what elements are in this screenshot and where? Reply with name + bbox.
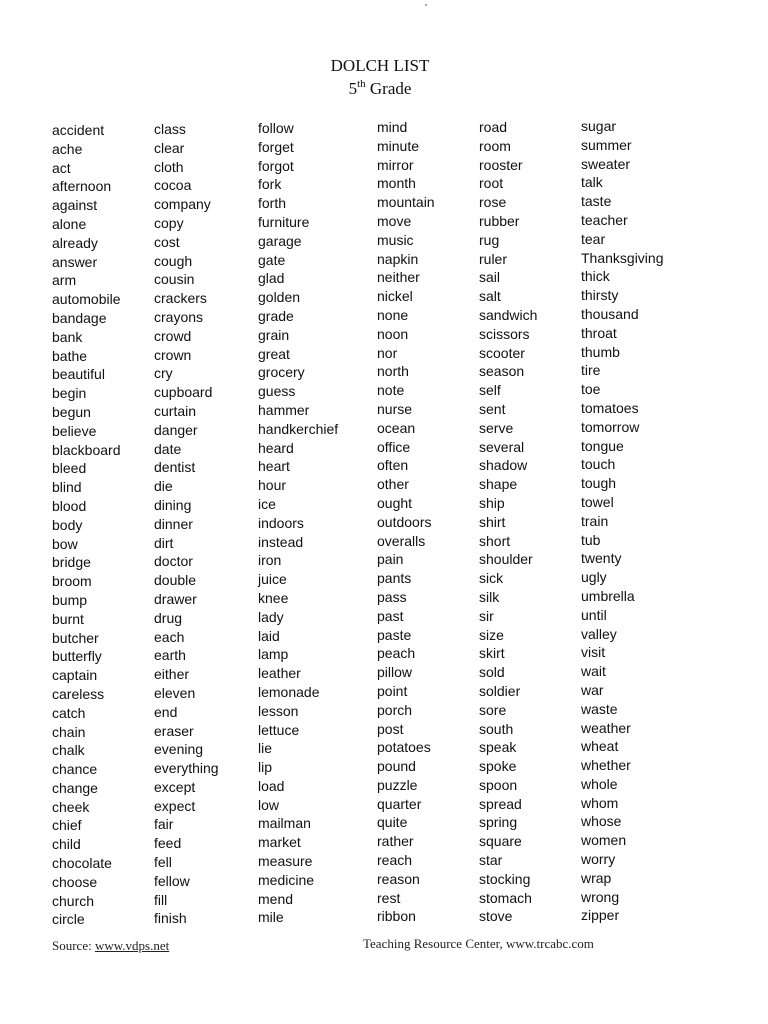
word-item: everything: [154, 760, 219, 777]
word-item: believe: [52, 422, 97, 439]
word-item: rubber: [479, 212, 520, 229]
word-item: twenty: [581, 550, 622, 567]
word-item: pants: [377, 570, 412, 587]
word-item: valley: [581, 625, 617, 642]
word-item: blood: [52, 497, 87, 514]
word-item: talk: [581, 174, 603, 191]
word-item: forth: [258, 195, 287, 212]
word-item: great: [258, 345, 290, 362]
word-item: season: [479, 363, 525, 380]
word-item: mirror: [377, 156, 414, 173]
word-item: ought: [377, 494, 413, 511]
word-item: ship: [479, 494, 505, 511]
word-item: already: [52, 234, 98, 251]
word-item: drug: [154, 609, 183, 626]
word-item: women: [581, 832, 627, 849]
word-item: begin: [52, 385, 87, 402]
word-item: pass: [377, 588, 407, 605]
word-item: tire: [581, 362, 601, 379]
word-item: spread: [479, 795, 522, 812]
word-item: reach: [377, 852, 413, 869]
word-item: dirt: [154, 534, 174, 551]
word-item: hammer: [258, 401, 310, 418]
word-item: zipper: [581, 907, 620, 924]
word-item: grocery: [258, 364, 305, 381]
word-item: end: [154, 703, 178, 720]
word-item: act: [52, 159, 71, 176]
word-item: either: [154, 666, 190, 683]
word-item: grain: [258, 326, 290, 343]
word-item: die: [154, 478, 173, 495]
word-item: mile: [258, 909, 284, 926]
word-column-3: [258, 119, 383, 927]
word-item: mailman: [258, 815, 311, 832]
word-item: room: [479, 137, 511, 154]
word-item: garage: [258, 232, 302, 249]
word-item: wrap: [581, 869, 612, 886]
word-item: Thanksgiving: [581, 249, 664, 266]
word-item: train: [581, 512, 609, 529]
word-item: stove: [479, 908, 513, 925]
word-item: clear: [154, 139, 185, 156]
word-item: pain: [377, 551, 404, 568]
word-item: several: [479, 438, 525, 455]
word-item: circle: [52, 911, 85, 928]
word-item: post: [377, 720, 404, 737]
word-item: thumb: [581, 343, 620, 360]
word-item: bow: [52, 535, 78, 552]
word-item: tongue: [581, 437, 624, 454]
word-item: choose: [52, 873, 98, 890]
word-item: self: [479, 382, 501, 399]
word-item: scissors: [479, 325, 530, 342]
word-item: office: [377, 438, 411, 455]
word-item: sail: [479, 269, 501, 286]
word-item: quarter: [377, 795, 422, 812]
word-item: root: [479, 175, 504, 192]
word-item: note: [377, 382, 405, 399]
word-item: lie: [258, 740, 273, 757]
word-item: silk: [479, 588, 500, 605]
word-item: nurse: [377, 400, 413, 417]
word-item: medicine: [258, 871, 315, 888]
word-item: doctor: [154, 553, 193, 570]
word-item: low: [258, 796, 280, 813]
word-item: company: [154, 196, 211, 213]
word-item: outdoors: [377, 513, 432, 530]
word-item: napkin: [377, 250, 419, 267]
word-item: neither: [377, 269, 420, 286]
word-item: load: [258, 777, 285, 794]
word-item: fork: [258, 176, 282, 193]
word-item: rest: [377, 889, 401, 906]
word-item: pound: [377, 758, 416, 775]
word-item: sick: [479, 570, 504, 587]
word-item: none: [377, 306, 409, 323]
word-item: rose: [479, 194, 507, 211]
word-item: rather: [377, 833, 414, 850]
word-item: ugly: [581, 569, 607, 586]
word-item: south: [479, 720, 514, 737]
word-item: spoke: [479, 758, 517, 775]
word-item: eraser: [154, 722, 194, 739]
word-item: class: [154, 121, 186, 137]
word-item: change: [52, 779, 98, 796]
grade-number: 5: [348, 79, 358, 98]
word-item: follow: [258, 120, 294, 136]
word-item: until: [581, 606, 607, 623]
word-item: lemonade: [258, 683, 320, 700]
word-item: answer: [52, 253, 98, 270]
word-item: past: [377, 607, 404, 624]
word-item: butcher: [52, 629, 99, 646]
word-item: wheat: [581, 738, 619, 755]
word-item: lip: [258, 759, 273, 776]
word-item: cost: [154, 233, 180, 250]
word-item: spring: [479, 814, 518, 831]
word-item: sir: [479, 607, 494, 624]
word-item: instead: [258, 533, 304, 550]
word-item: dinner: [154, 515, 193, 532]
word-item: short: [479, 532, 511, 549]
word-item: forgot: [258, 157, 294, 174]
word-item: tomatoes: [581, 399, 639, 416]
word-item: sent: [479, 400, 506, 417]
word-item: against: [52, 197, 98, 214]
word-item: pillow: [377, 664, 413, 681]
word-item: cupboard: [154, 384, 213, 401]
word-item: curtain: [154, 402, 197, 419]
word-item: copy: [154, 214, 184, 231]
word-item: chief: [52, 817, 82, 834]
word-item: summer: [581, 136, 632, 153]
word-item: dentist: [154, 459, 196, 476]
word-item: music: [377, 231, 414, 248]
word-item: golden: [258, 289, 301, 306]
word-item: market: [258, 834, 301, 851]
word-item: bank: [52, 328, 83, 345]
word-item: weather: [581, 719, 631, 736]
word-item: cheek: [52, 798, 90, 815]
word-item: whom: [581, 794, 619, 811]
word-item: visit: [581, 644, 606, 661]
word-item: sweater: [581, 155, 631, 172]
word-item: broom: [52, 573, 92, 590]
grade-suffix: th: [357, 78, 366, 90]
word-item: thick: [581, 268, 610, 285]
page-subtitle: [0, 79, 760, 99]
word-item: crown: [154, 346, 192, 363]
word-item: earth: [154, 647, 186, 664]
word-item: scooter: [479, 344, 525, 361]
word-item: alone: [52, 215, 87, 232]
word-item: captain: [52, 667, 98, 684]
word-item: wait: [581, 663, 606, 680]
word-item: eleven: [154, 684, 196, 701]
word-item: reason: [377, 870, 420, 887]
word-item: taste: [581, 193, 612, 210]
word-item: overalls: [377, 532, 426, 549]
word-item: wrong: [581, 888, 620, 905]
word-item: blackboard: [52, 441, 121, 458]
word-item: sold: [479, 664, 505, 681]
word-item: tough: [581, 475, 617, 492]
word-item: point: [377, 682, 408, 699]
word-item: towel: [581, 493, 614, 510]
word-item: rug: [479, 231, 500, 248]
word-item: fair: [154, 816, 174, 833]
word-item: indoors: [258, 514, 304, 531]
word-item: skirt: [479, 645, 505, 662]
word-item: stomach: [479, 889, 532, 906]
word-item: dining: [154, 496, 192, 513]
word-item: war: [581, 681, 604, 698]
word-item: guess: [258, 383, 296, 400]
word-item: sugar: [581, 118, 617, 134]
word-item: mountain: [377, 194, 435, 211]
word-item: furniture: [258, 213, 310, 230]
word-item: toe: [581, 381, 601, 398]
word-item: feed: [154, 835, 182, 852]
word-item: thirsty: [581, 287, 619, 304]
word-item: touch: [581, 456, 616, 473]
word-item: puzzle: [377, 776, 418, 793]
scan-speck: [425, 4, 427, 6]
word-item: road: [479, 119, 508, 135]
word-item: nor: [377, 344, 398, 361]
word-item: porch: [377, 701, 413, 718]
word-item: butterfly: [52, 648, 102, 665]
word-item: crowd: [154, 327, 192, 344]
word-item: gate: [258, 251, 286, 268]
word-item: sore: [479, 701, 507, 718]
word-item: nickel: [377, 288, 413, 305]
word-item: catch: [52, 704, 86, 721]
word-item: date: [154, 440, 182, 457]
word-item: other: [377, 476, 409, 493]
word-item: paste: [377, 626, 412, 643]
word-item: iron: [258, 552, 282, 569]
word-item: chain: [52, 723, 86, 740]
word-item: cry: [154, 365, 173, 382]
word-item: laid: [258, 627, 280, 644]
word-item: ice: [258, 495, 276, 512]
word-item: fill: [154, 891, 168, 908]
word-item: chocolate: [52, 855, 112, 872]
word-item: cocoa: [154, 177, 192, 194]
word-item: bridge: [52, 554, 91, 571]
word-item: spoon: [479, 776, 518, 793]
word-item: leather: [258, 665, 301, 682]
word-item: star: [479, 852, 503, 869]
word-item: church: [52, 892, 95, 909]
word-item: square: [479, 833, 522, 850]
word-item: bandage: [52, 309, 107, 326]
word-item: handkerchief: [258, 420, 339, 437]
word-item: speak: [479, 739, 517, 756]
word-item: evening: [154, 741, 204, 758]
source-line: [52, 938, 169, 954]
word-item: tub: [581, 531, 601, 548]
word-item: teacher: [581, 211, 628, 228]
word-item: cousin: [154, 271, 195, 288]
page-title: DOLCH LIST: [330, 56, 430, 75]
word-item: forget: [258, 138, 294, 155]
word-item: chance: [52, 761, 98, 778]
word-item: shape: [479, 476, 518, 493]
word-item: heard: [258, 439, 294, 456]
word-item: whose: [581, 813, 622, 830]
word-item: lamp: [258, 646, 289, 663]
source-label: Source:: [52, 938, 92, 953]
word-item: lettuce: [258, 721, 300, 738]
word-item: bump: [52, 591, 88, 608]
word-item: umbrella: [581, 587, 635, 604]
word-item: quite: [377, 814, 408, 831]
word-item: minute: [377, 137, 420, 154]
credit-line: Teaching Resource Center, www.trcabc.com: [363, 936, 594, 951]
word-item: arm: [52, 272, 77, 289]
word-item: shoulder: [479, 551, 533, 568]
word-item: except: [154, 778, 196, 795]
word-item: double: [154, 572, 197, 589]
word-item: blind: [52, 479, 82, 496]
word-item: measure: [258, 853, 313, 870]
word-column-6: [581, 117, 706, 925]
word-item: sandwich: [479, 306, 538, 323]
word-item: grade: [258, 307, 294, 324]
grade-word: Grade: [369, 79, 412, 98]
word-item: body: [52, 516, 83, 533]
word-item: month: [377, 175, 416, 192]
word-item: accident: [52, 122, 105, 138]
word-item: move: [377, 212, 412, 229]
word-item: child: [52, 836, 81, 853]
word-item: ache: [52, 140, 83, 157]
word-item: careless: [52, 685, 105, 702]
word-item: expect: [154, 797, 196, 814]
word-item: crayons: [154, 308, 204, 325]
word-item: ocean: [377, 419, 416, 436]
word-item: mind: [377, 119, 408, 135]
word-item: lesson: [258, 702, 299, 719]
word-item: throat: [581, 324, 617, 341]
word-item: north: [377, 363, 409, 380]
word-item: automobile: [52, 291, 121, 308]
word-item: crackers: [154, 290, 207, 307]
word-item: mend: [258, 890, 294, 907]
word-item: thousand: [581, 305, 639, 322]
word-item: begun: [52, 403, 91, 420]
word-item: peach: [377, 645, 416, 662]
word-item: cough: [154, 252, 193, 269]
source-link[interactable]: www.vdps.net: [94, 938, 170, 953]
word-item: beautiful: [52, 366, 105, 383]
word-item: chalk: [52, 742, 85, 759]
word-item: fellow: [154, 872, 190, 889]
word-item: drawer: [154, 590, 197, 607]
word-item: soldier: [479, 682, 521, 699]
word-item: juice: [258, 571, 287, 588]
word-item: heart: [258, 458, 290, 475]
word-item: ribbon: [377, 908, 416, 925]
word-item: potatoes: [377, 739, 431, 756]
word-item: shirt: [479, 513, 506, 530]
word-item: serve: [479, 419, 514, 436]
word-item: whole: [581, 775, 618, 792]
word-item: each: [154, 628, 185, 645]
word-item: salt: [479, 288, 501, 305]
word-item: knee: [258, 589, 289, 606]
word-item: rooster: [479, 156, 523, 173]
word-item: whether: [581, 757, 631, 774]
word-item: ruler: [479, 250, 508, 267]
word-item: waste: [581, 700, 618, 717]
word-item: glad: [258, 270, 285, 287]
word-item: tear: [581, 230, 606, 247]
word-item: shadow: [479, 457, 528, 474]
word-item: stocking: [479, 870, 531, 887]
word-item: danger: [154, 421, 198, 438]
word-item: bleed: [52, 460, 87, 477]
word-item: size: [479, 626, 504, 643]
word-item: finish: [154, 910, 187, 927]
word-item: burnt: [52, 610, 84, 627]
word-item: fell: [154, 854, 172, 871]
word-item: lady: [258, 608, 284, 625]
word-item: worry: [581, 851, 616, 868]
word-item: cloth: [154, 158, 184, 175]
word-item: bathe: [52, 347, 88, 364]
word-item: afternoon: [52, 178, 112, 195]
word-item: hour: [258, 477, 287, 494]
word-item: noon: [377, 325, 409, 342]
word-item: often: [377, 457, 409, 474]
word-item: tomorrow: [581, 418, 640, 435]
